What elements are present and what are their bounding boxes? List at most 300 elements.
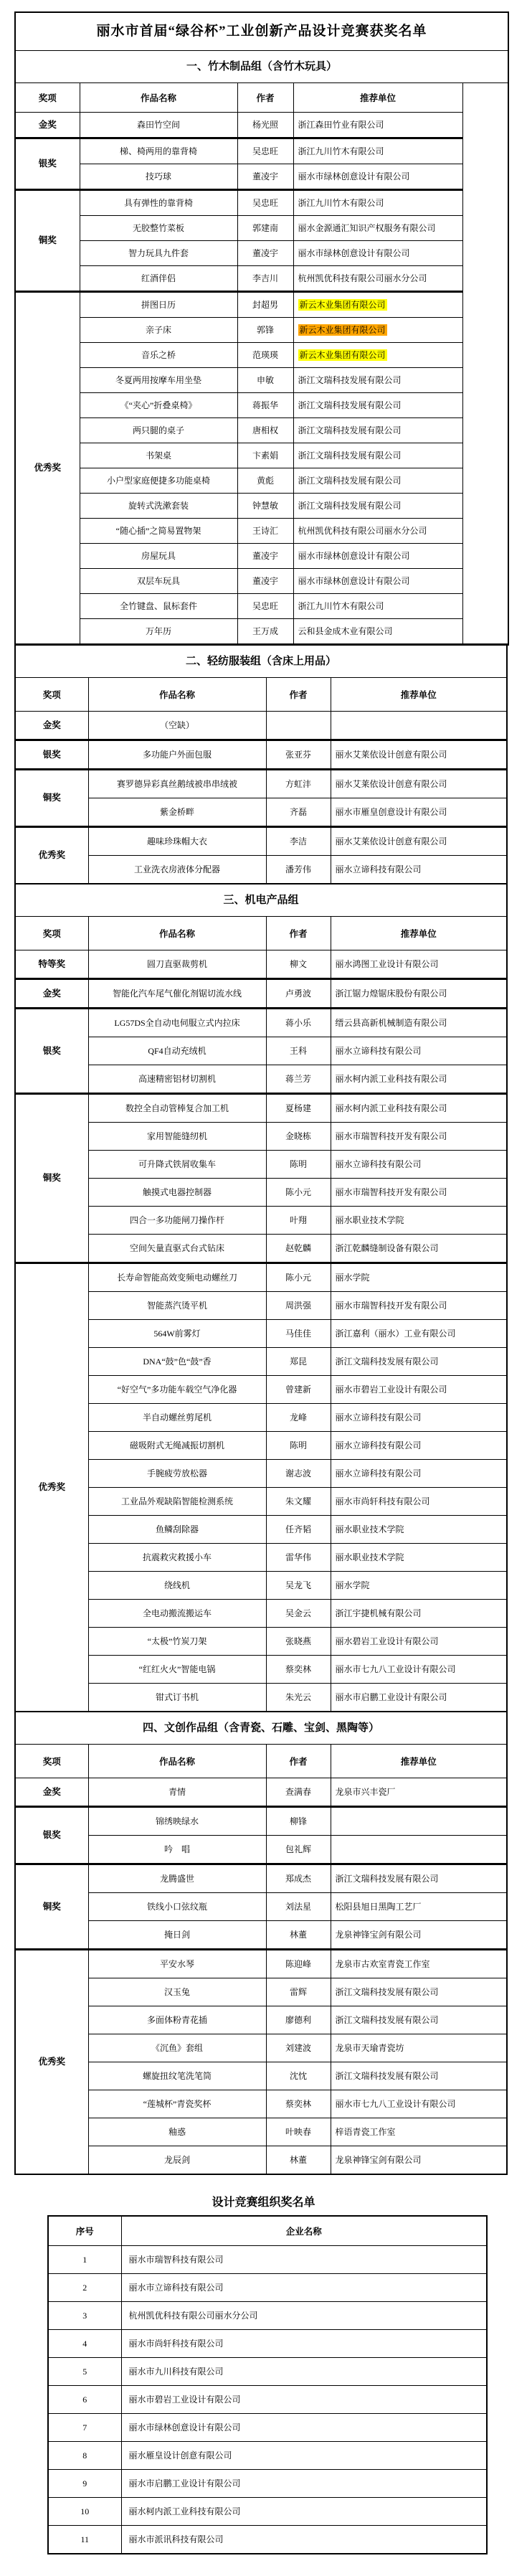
author-cell: 柳锋 bbox=[266, 1807, 331, 1836]
column-header-award: 奖项 bbox=[15, 917, 88, 950]
award-row bbox=[15, 1348, 507, 1376]
unit-cell: 丽水市瑞智科技开发有限公司 bbox=[331, 1179, 507, 1207]
work-name-cell: 铁线小口弦纹瓶 bbox=[88, 1893, 266, 1921]
award-row bbox=[15, 1207, 507, 1235]
org-company-name: 丽水市碧岩工业设计有限公司 bbox=[121, 2386, 487, 2414]
author-cell: 叶翔 bbox=[266, 1207, 331, 1235]
work-name-cell: 锦绣映绿水 bbox=[88, 1807, 266, 1836]
work-name-cell: 龙腾盛世 bbox=[88, 1864, 266, 1893]
author-cell: 蔡奕林 bbox=[266, 2090, 331, 2118]
work-name-cell: 房屋玩具 bbox=[80, 544, 237, 569]
author-cell: 刘建波 bbox=[266, 2034, 331, 2062]
work-name-cell: 家用智能缝纫机 bbox=[88, 1123, 266, 1151]
author-cell: 董凌宇 bbox=[237, 544, 293, 569]
work-name-cell: 趣味珍珠帽大衣 bbox=[88, 827, 266, 856]
unit-cell: 丽水立谛科技有限公司 bbox=[331, 1151, 507, 1179]
unit-cell: 梓语青瓷工作室 bbox=[331, 2118, 507, 2146]
unit-cell: 龙泉市兴丰瓷厂 bbox=[331, 1778, 507, 1807]
work-name-cell: 亲子床 bbox=[80, 318, 237, 343]
author-cell: 王万成 bbox=[237, 619, 293, 645]
award-row bbox=[15, 2090, 507, 2118]
unit-cell bbox=[293, 318, 462, 343]
work-name-cell: 龙辰剑 bbox=[88, 2146, 266, 2175]
org-award-title: 设计竞赛组织奖名单 bbox=[212, 2197, 315, 2209]
org-company-name: 丽水市立谛科技有限公司 bbox=[121, 2274, 487, 2302]
author-cell: 曾建新 bbox=[266, 1376, 331, 1404]
column-header-award: 奖项 bbox=[15, 1745, 88, 1778]
award-row bbox=[15, 113, 508, 138]
unit-cell bbox=[293, 343, 462, 368]
org-row-number: 1 bbox=[48, 2246, 121, 2274]
org-row-number: 3 bbox=[48, 2302, 121, 2330]
work-name-cell: “好空气”多功能车载空气净化器 bbox=[88, 1376, 266, 1404]
org-row-number: 8 bbox=[48, 2442, 121, 2470]
unit-cell bbox=[331, 1807, 507, 1836]
award-level-cell: 银奖 bbox=[15, 740, 88, 770]
award-row bbox=[15, 266, 508, 292]
author-cell: 谢志波 bbox=[266, 1460, 331, 1488]
column-header-row bbox=[15, 678, 507, 712]
award-row bbox=[15, 418, 508, 443]
award-row bbox=[15, 1376, 507, 1404]
unit-cell: 浙江文瑞科技发展有限公司 bbox=[331, 1864, 507, 1893]
work-name-cell: 钳式订书机 bbox=[88, 1684, 266, 1712]
award-level-cell: 金奖 bbox=[15, 979, 88, 1009]
column-header-author: 作者 bbox=[266, 678, 331, 712]
work-name-cell: 紫金桥畔 bbox=[88, 798, 266, 827]
unit-cell: 浙江文瑞科技发展有限公司 bbox=[331, 1978, 507, 2006]
award-level-cell: 特等奖 bbox=[15, 950, 88, 979]
work-name-cell: 工业洗衣房液体分配器 bbox=[88, 856, 266, 884]
work-name-cell: 智力玩具九件套 bbox=[80, 241, 237, 266]
work-name-cell: 平安水琴 bbox=[88, 1950, 266, 1978]
org-award-row bbox=[48, 2386, 487, 2414]
award-row bbox=[15, 1600, 507, 1628]
author-cell: 郭建南 bbox=[237, 216, 293, 241]
section-title-row bbox=[15, 645, 507, 678]
author-cell: 查满春 bbox=[266, 1778, 331, 1807]
column-header-work: 作品名称 bbox=[88, 1745, 266, 1778]
section-title-row bbox=[15, 51, 508, 83]
work-name-cell: 工业品外观缺陷智能检测系统 bbox=[88, 1488, 266, 1516]
unit-cell: 丽水柯内派工业科技有限公司 bbox=[331, 1094, 507, 1123]
award-table-section-1 bbox=[14, 11, 509, 646]
org-company-name: 丽水市绿林创意设计有限公司 bbox=[121, 2414, 487, 2442]
unit-cell: 丽水市瑞智科技开发有限公司 bbox=[331, 1292, 507, 1320]
work-name-cell: 抗震救灾救援小车 bbox=[88, 1544, 266, 1572]
author-cell: 赵乾麟 bbox=[266, 1235, 331, 1263]
column-header-row bbox=[15, 83, 508, 113]
unit-cell: 丽水市碧岩工业设计有限公司 bbox=[331, 1376, 507, 1404]
author-cell: 潘芳伟 bbox=[266, 856, 331, 884]
award-row bbox=[15, 1893, 507, 1921]
award-level-cell: 优秀奖 bbox=[15, 827, 88, 884]
unit-cell: 浙江文瑞科技发展有限公司 bbox=[293, 393, 462, 418]
unit-cell: 浙江锯力煌锯床股份有限公司 bbox=[331, 979, 507, 1009]
org-company-name: 丽水市派讯科技有限公司 bbox=[121, 2526, 487, 2554]
award-table-section-4 bbox=[14, 1711, 508, 2175]
unit-cell: 浙江九川竹木有限公司 bbox=[293, 138, 462, 164]
work-name-cell: 螺旋扭纹笔洗笔筒 bbox=[88, 2062, 266, 2090]
work-name-cell: 磁吸附式无绳减振切割机 bbox=[88, 1432, 266, 1460]
org-company-name: 丽水市九川科技有限公司 bbox=[121, 2358, 487, 2386]
award-level-cell: 银奖 bbox=[15, 138, 80, 190]
unit-cell: 浙江乾麟缝制设备有限公司 bbox=[331, 1235, 507, 1263]
author-cell: 叶映春 bbox=[266, 2118, 331, 2146]
org-award-row bbox=[48, 2414, 487, 2442]
unit-cell: 龙泉市天瑜青瓷坊 bbox=[331, 2034, 507, 2062]
org-company-name: 丽水柯内派工业科技有限公司 bbox=[121, 2498, 487, 2526]
work-name-cell: 梯、椅两用的靠背椅 bbox=[80, 138, 237, 164]
org-row-number: 9 bbox=[48, 2470, 121, 2498]
column-header-unit: 推荐单位 bbox=[293, 83, 462, 113]
org-company-name: 丽水市瑞智科技有限公司 bbox=[121, 2246, 487, 2274]
award-row bbox=[15, 2118, 507, 2146]
author-cell: 王科 bbox=[266, 1037, 331, 1065]
work-name-cell: “太极”竹炭刀架 bbox=[88, 1628, 266, 1656]
section-title: 四、文创作品组（含青瓷、石雕、宝剑、黑陶等） bbox=[15, 1712, 507, 1745]
award-row bbox=[15, 1978, 507, 2006]
award-row bbox=[15, 740, 507, 770]
unit-cell: 龙泉神锋宝剑有限公司 bbox=[331, 1921, 507, 1950]
award-row bbox=[15, 468, 508, 494]
author-cell: 黄彪 bbox=[237, 468, 293, 494]
author-cell: 方虹沣 bbox=[266, 770, 331, 798]
document-title-row bbox=[15, 12, 508, 51]
work-name-cell: 具有弹性的靠背椅 bbox=[80, 190, 237, 216]
column-header-award: 奖项 bbox=[15, 83, 80, 113]
award-row bbox=[15, 1037, 507, 1065]
work-name-cell: 技巧球 bbox=[80, 164, 237, 190]
award-row bbox=[15, 393, 508, 418]
org-award-section bbox=[14, 2191, 527, 2554]
org-company-name: 丽水市启鹏工业设计有限公司 bbox=[121, 2470, 487, 2498]
award-row bbox=[15, 1179, 507, 1207]
section-title: 三、机电产品组 bbox=[15, 884, 507, 917]
award-level-cell: 金奖 bbox=[15, 712, 88, 740]
org-award-table bbox=[47, 2215, 488, 2554]
column-header-work: 作品名称 bbox=[88, 678, 266, 712]
unit-cell: 龙泉市古欢室青瓷工作室 bbox=[331, 1950, 507, 1978]
award-row bbox=[15, 164, 508, 190]
unit-cell: 浙江九川竹木有限公司 bbox=[293, 190, 462, 216]
work-name-cell: 双层车玩具 bbox=[80, 569, 237, 594]
award-row bbox=[15, 1921, 507, 1950]
work-name-cell: QF4自动充绒机 bbox=[88, 1037, 266, 1065]
author-cell: 朱光云 bbox=[266, 1684, 331, 1712]
org-award-row bbox=[48, 2470, 487, 2498]
work-name-cell: 触摸式电器控制器 bbox=[88, 1179, 266, 1207]
award-row bbox=[15, 1628, 507, 1656]
unit-cell: 丽水立谛科技有限公司 bbox=[331, 856, 507, 884]
section-title-row bbox=[15, 1712, 507, 1745]
author-cell: 李洁 bbox=[266, 827, 331, 856]
unit-cell: 浙江文瑞科技发展有限公司 bbox=[293, 368, 462, 393]
column-header-unit: 推荐单位 bbox=[331, 917, 507, 950]
column-header-work: 作品名称 bbox=[88, 917, 266, 950]
author-cell: 张亚芬 bbox=[266, 740, 331, 770]
org-col-num: 序号 bbox=[48, 2216, 121, 2246]
award-row bbox=[15, 1292, 507, 1320]
author-cell: 陈迎峰 bbox=[266, 1950, 331, 1978]
author-cell: 任齐韬 bbox=[266, 1516, 331, 1544]
column-header-work: 作品名称 bbox=[80, 83, 237, 113]
award-level-cell: 铜奖 bbox=[15, 190, 80, 292]
author-cell: 蒋小乐 bbox=[266, 1009, 331, 1037]
author-cell: 陈明 bbox=[266, 1151, 331, 1179]
author-cell: 郑成杰 bbox=[266, 1864, 331, 1893]
author-cell: 雷辉 bbox=[266, 1978, 331, 2006]
award-row bbox=[15, 1572, 507, 1600]
award-row bbox=[15, 1009, 507, 1037]
work-name-cell: 多面体粉青花插 bbox=[88, 2006, 266, 2034]
page-title: 丽水市首届“绿谷杯”工业创新产品设计竞赛获奖名单 bbox=[15, 12, 508, 51]
author-cell: 董凌宇 bbox=[237, 569, 293, 594]
unit-cell: 浙江文瑞科技发展有限公司 bbox=[331, 1348, 507, 1376]
work-name-cell: “红红火火”智能电锅 bbox=[88, 1656, 266, 1684]
author-cell: 林董 bbox=[266, 2146, 331, 2175]
unit-cell: 丽水市绿林创意设计有限公司 bbox=[293, 544, 462, 569]
work-name-cell: 两只腿的桌子 bbox=[80, 418, 237, 443]
award-row bbox=[15, 950, 507, 979]
unit-cell bbox=[331, 712, 507, 740]
work-name-cell: 高速精密铝材切割机 bbox=[88, 1065, 266, 1094]
award-row bbox=[15, 712, 507, 740]
org-row-number: 10 bbox=[48, 2498, 121, 2526]
unit-cell: 浙江文瑞科技发展有限公司 bbox=[293, 468, 462, 494]
author-cell: 唐相权 bbox=[237, 418, 293, 443]
award-row bbox=[15, 241, 508, 266]
work-name-cell: 汉玉兔 bbox=[88, 1978, 266, 2006]
work-name-cell: 半自动螺丝剪尾机 bbox=[88, 1404, 266, 1432]
org-award-row bbox=[48, 2302, 487, 2330]
award-row bbox=[15, 1544, 507, 1572]
work-name-cell: 鱼鳞刮除器 bbox=[88, 1516, 266, 1544]
author-cell: 林董 bbox=[266, 1921, 331, 1950]
work-name-cell: 《“夹心”折叠桌椅》 bbox=[80, 393, 237, 418]
award-level-cell: 优秀奖 bbox=[15, 292, 80, 645]
unit-cell: 丽水艾莱依设计创意有限公司 bbox=[331, 827, 507, 856]
unit-cell: 龙泉神锋宝剑有限公司 bbox=[331, 2146, 507, 2175]
award-row bbox=[15, 1263, 507, 1292]
work-name-cell: 赛罗德异彩真丝鹅绒被串串绒被 bbox=[88, 770, 266, 798]
unit-cell: 丽水市七九八工业设计有限公司 bbox=[331, 2090, 507, 2118]
author-cell: 李吉川 bbox=[237, 266, 293, 292]
author-cell: 吴龙飞 bbox=[266, 1572, 331, 1600]
work-name-cell: DNA“鼓”色“鼓”香 bbox=[88, 1348, 266, 1376]
unit-cell: 云和县金成木业有限公司 bbox=[293, 619, 462, 645]
unit-cell: 丽水市绿林创意设计有限公司 bbox=[293, 569, 462, 594]
work-name-cell: 数控全自动管棒复合加工机 bbox=[88, 1094, 266, 1123]
work-name-cell: 绕线机 bbox=[88, 1572, 266, 1600]
award-row bbox=[15, 1094, 507, 1123]
unit-cell: 丽水学院 bbox=[331, 1572, 507, 1600]
award-row bbox=[15, 798, 507, 827]
unit-cell: 浙江文瑞科技发展有限公司 bbox=[293, 494, 462, 519]
work-name-cell: 书架桌 bbox=[80, 443, 237, 468]
author-cell: 吴金云 bbox=[266, 1600, 331, 1628]
award-row bbox=[15, 216, 508, 241]
work-name-cell: 无胶整竹菜板 bbox=[80, 216, 237, 241]
empty-side-column bbox=[462, 83, 508, 645]
work-name-cell: 可升降式铁屑收集车 bbox=[88, 1151, 266, 1179]
author-cell: 郭锋 bbox=[237, 318, 293, 343]
author-cell bbox=[266, 712, 331, 740]
work-name-cell: LG57DS全自动电伺服立式内拉床 bbox=[88, 1009, 266, 1037]
org-company-name: 丽水雁皇设计创意有限公司 bbox=[121, 2442, 487, 2470]
award-row bbox=[15, 292, 508, 318]
author-cell: 廖德利 bbox=[266, 2006, 331, 2034]
unit-cell: 丽水市尚轩科技有限公司 bbox=[331, 1488, 507, 1516]
work-name-cell: 万年历 bbox=[80, 619, 237, 645]
work-name-cell: 釉惑 bbox=[88, 2118, 266, 2146]
column-header-unit: 推荐单位 bbox=[331, 678, 507, 712]
award-level-cell: 优秀奖 bbox=[15, 1950, 88, 2175]
author-cell: 蒋振华 bbox=[237, 393, 293, 418]
unit-cell: 丽水碧岩工业设计有限公司 bbox=[331, 1628, 507, 1656]
award-level-cell: 铜奖 bbox=[15, 1864, 88, 1950]
work-name-cell: 564W前雾灯 bbox=[88, 1320, 266, 1348]
org-row-number: 11 bbox=[48, 2526, 121, 2554]
award-row bbox=[15, 519, 508, 544]
award-table-section-3 bbox=[14, 883, 508, 1712]
award-row bbox=[15, 494, 508, 519]
section-title: 一、竹木制品组（含竹木玩具） bbox=[15, 51, 508, 83]
column-header-award: 奖项 bbox=[15, 678, 88, 712]
work-name-cell: 掩日剑 bbox=[88, 1921, 266, 1950]
award-row bbox=[15, 594, 508, 619]
award-row bbox=[15, 770, 507, 798]
work-name-cell: 旋转式洗漱套装 bbox=[80, 494, 237, 519]
award-row bbox=[15, 1684, 507, 1712]
unit-cell: 杭州凯优科技有限公司丽水分公司 bbox=[293, 266, 462, 292]
award-row bbox=[15, 138, 508, 164]
author-cell: 刘法星 bbox=[266, 1893, 331, 1921]
author-cell: 吴忠旺 bbox=[237, 594, 293, 619]
unit-cell: 杭州凯优科技有限公司丽水分公司 bbox=[293, 519, 462, 544]
highlighted-unit-text: 新云木业集团有限公司 bbox=[299, 349, 386, 360]
author-cell: 张晓燕 bbox=[266, 1628, 331, 1656]
award-row bbox=[15, 2034, 507, 2062]
author-cell: 吴忠旺 bbox=[237, 190, 293, 216]
author-cell: 卞素娟 bbox=[237, 443, 293, 468]
work-name-cell: 智能蒸汽烫平机 bbox=[88, 1292, 266, 1320]
award-row bbox=[15, 368, 508, 393]
work-name-cell: 小户型家庭便捷多功能桌椅 bbox=[80, 468, 237, 494]
unit-cell: 丽水职业技术学院 bbox=[331, 1207, 507, 1235]
unit-cell: 丽水市七九八工业设计有限公司 bbox=[331, 1656, 507, 1684]
org-award-row bbox=[48, 2330, 487, 2358]
unit-cell: 丽水鸿图工业设计有限公司 bbox=[331, 950, 507, 979]
award-row bbox=[15, 1864, 507, 1893]
author-cell: 封超男 bbox=[237, 292, 293, 318]
work-name-cell: 多功能户外面包服 bbox=[88, 740, 266, 770]
unit-cell: 丽水立谛科技有限公司 bbox=[331, 1404, 507, 1432]
unit-cell: 丽水市瑞智科技开发有限公司 bbox=[331, 1123, 507, 1151]
award-row bbox=[15, 979, 507, 1009]
author-cell: 蒋兰芳 bbox=[266, 1065, 331, 1094]
award-row bbox=[15, 856, 507, 884]
unit-cell: 丽水艾莱依设计创意有限公司 bbox=[331, 770, 507, 798]
unit-cell: 丽水市雁皇创意设计有限公司 bbox=[331, 798, 507, 827]
author-cell: 王诗汇 bbox=[237, 519, 293, 544]
unit-cell: 丽水市绿林创意设计有限公司 bbox=[293, 164, 462, 190]
author-cell: 郑昆 bbox=[266, 1348, 331, 1376]
unit-cell: 丽水立谛科技有限公司 bbox=[331, 1432, 507, 1460]
unit-cell: 浙江文瑞科技发展有限公司 bbox=[331, 2006, 507, 2034]
award-row bbox=[15, 827, 507, 856]
column-header-unit: 推荐单位 bbox=[331, 1745, 507, 1778]
org-award-row bbox=[48, 2442, 487, 2470]
award-row bbox=[15, 1404, 507, 1432]
work-name-cell: （空缺） bbox=[88, 712, 266, 740]
award-table-section-2 bbox=[14, 644, 508, 884]
award-row bbox=[15, 1807, 507, 1836]
unit-cell: 丽水金源通汇知识产权服务有限公司 bbox=[293, 216, 462, 241]
author-cell: 马佳佳 bbox=[266, 1320, 331, 1348]
org-row-number: 4 bbox=[48, 2330, 121, 2358]
work-name-cell: 智能化汽车尾气催化剂锯切流水线 bbox=[88, 979, 266, 1009]
award-row bbox=[15, 1656, 507, 1684]
org-company-name: 丽水市尚轩科技有限公司 bbox=[121, 2330, 487, 2358]
award-level-cell: 铜奖 bbox=[15, 770, 88, 827]
author-cell: 范瑛瑛 bbox=[237, 343, 293, 368]
work-name-cell: 吟 唱 bbox=[88, 1836, 266, 1864]
work-name-cell: 四合一多功能闸刀操作杆 bbox=[88, 1207, 266, 1235]
org-col-name: 企业名称 bbox=[121, 2216, 487, 2246]
org-award-row bbox=[48, 2358, 487, 2386]
unit-cell: 丽水职业技术学院 bbox=[331, 1544, 507, 1572]
work-name-cell: “随心插”之简易置物架 bbox=[80, 519, 237, 544]
org-company-name: 杭州凯优科技有限公司丽水分公司 bbox=[121, 2302, 487, 2330]
work-name-cell: 空间矢量直驱式台式钻床 bbox=[88, 1235, 266, 1263]
work-name-cell: 冬夏两用按摩车用坐垫 bbox=[80, 368, 237, 393]
award-row bbox=[15, 2146, 507, 2175]
award-level-cell: 金奖 bbox=[15, 113, 80, 138]
org-award-row bbox=[48, 2274, 487, 2302]
author-cell: 夏杨建 bbox=[266, 1094, 331, 1123]
unit-cell: 浙江嘉利（丽水）工业有限公司 bbox=[331, 1320, 507, 1348]
author-cell: 朱文耀 bbox=[266, 1488, 331, 1516]
author-cell: 周洪强 bbox=[266, 1292, 331, 1320]
author-cell: 申敏 bbox=[237, 368, 293, 393]
org-row-number: 5 bbox=[48, 2358, 121, 2386]
org-row-number: 6 bbox=[48, 2386, 121, 2414]
author-cell: 柳文 bbox=[266, 950, 331, 979]
unit-cell: 松阳县旭日黑陶工艺厂 bbox=[331, 1893, 507, 1921]
author-cell: 钟慧敏 bbox=[237, 494, 293, 519]
unit-cell: 丽水市启鹏工业设计有限公司 bbox=[331, 1684, 507, 1712]
award-row bbox=[15, 1516, 507, 1544]
award-row bbox=[15, 443, 508, 468]
award-row bbox=[15, 2006, 507, 2034]
author-cell: 陈小元 bbox=[266, 1263, 331, 1292]
author-cell: 董凌宇 bbox=[237, 241, 293, 266]
award-row bbox=[15, 1950, 507, 1978]
unit-cell bbox=[331, 1836, 507, 1864]
unit-cell: 丽水立谛科技有限公司 bbox=[331, 1460, 507, 1488]
author-cell: 吴忠旺 bbox=[237, 138, 293, 164]
org-row-number: 7 bbox=[48, 2414, 121, 2442]
column-header-author: 作者 bbox=[237, 83, 293, 113]
work-name-cell: 青情 bbox=[88, 1778, 266, 1807]
award-row bbox=[15, 569, 508, 594]
org-award-row bbox=[48, 2246, 487, 2274]
unit-cell bbox=[293, 292, 462, 318]
author-cell: 齐磊 bbox=[266, 798, 331, 827]
section-title-row bbox=[15, 884, 507, 917]
unit-cell: 丽水柯内派工业科技有限公司 bbox=[331, 1065, 507, 1094]
